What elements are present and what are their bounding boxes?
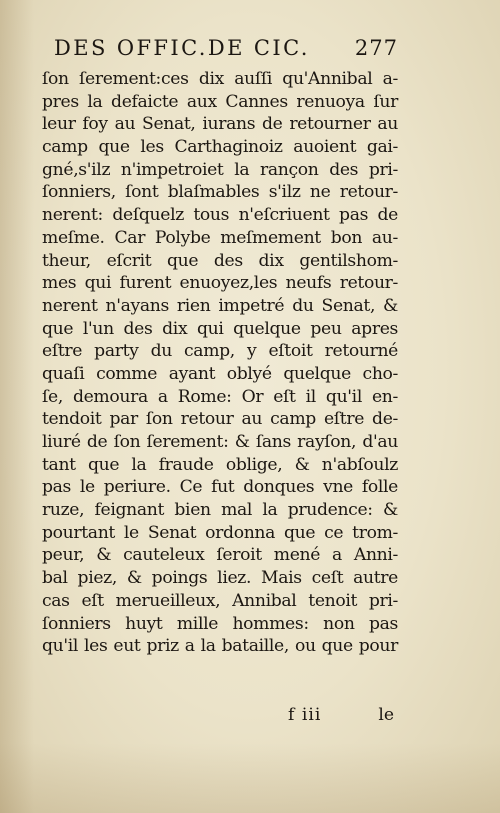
text-line: pourtant le Senat ordonna que ce trom- xyxy=(42,522,398,543)
text-line: leur foy au Senat, iurans de retourner au xyxy=(42,114,398,135)
page-footer xyxy=(42,705,398,729)
text-line: ruze, feignant bien mal la prudence: & xyxy=(42,500,398,521)
text-line: mes qui furent enuoyez,les neufs retour- xyxy=(42,273,398,294)
text-line: peur, & cauteleux ſeroit mené a Anni- xyxy=(42,545,398,566)
text-line: ſon ſerement:ces dix auſſi qu'Annibal a- xyxy=(42,69,398,89)
text-line: gné,s'ilz n'impetroiet la rançon des pri- xyxy=(42,159,398,180)
text-line: ſonniers huyt mille hommes: non pas xyxy=(42,613,398,634)
text-line: liuré de ſon ſerement: & ſans rayſon, d'au xyxy=(42,432,398,452)
text-line: pas le periure. Ce fut donques vne folle xyxy=(42,477,398,498)
running-head-title: DES OFFIC.DE CIC. xyxy=(54,36,310,60)
text-line: nerent n'ayans rien impetré du Senat, & xyxy=(42,295,398,316)
text-line: pres la defaicte aux Cannes renuoya ſur xyxy=(42,91,398,112)
text-line: bal piez, & poings liez. Mais ceſt autre xyxy=(42,568,398,589)
text-line: camp que les Carthaginoiz auoient gai- xyxy=(42,137,398,158)
text-line: ſonniers, ſont blaſmables s'ilz ne retour- xyxy=(42,182,398,203)
page-bottom-stain xyxy=(0,743,500,813)
text-line: tendoit par ſon retour au camp eſtre de- xyxy=(42,409,398,430)
page-number: 277 xyxy=(354,36,398,60)
text-line: quaſi comme ayant oblyé quelque cho- xyxy=(42,363,398,384)
catchword: le xyxy=(378,705,394,725)
text-line: qu'il les eut priz a la bataille, ou que pour xyxy=(42,636,398,657)
text-line: eſtre party du camp, y eſtoit retourné xyxy=(42,341,398,362)
text-line: que l'un des dix qui quelque peu apres xyxy=(42,318,398,339)
body-text xyxy=(42,68,398,658)
text-line: ſe, demoura a Rome: Or eſt il qu'il en- xyxy=(42,386,398,407)
text-line: meſme. Car Polybe meſmement bon au- xyxy=(42,227,398,248)
page-edge-shadow xyxy=(0,0,34,813)
text-line: nerent: deſquelz tous n'eſcriuent pas de xyxy=(42,205,398,226)
text-line: theur, eſcrit que des dix gentilshom- xyxy=(42,250,398,271)
text-line: tant que la fraude oblige, & n'abſoulz xyxy=(42,454,398,475)
signature-mark: f iii xyxy=(288,705,322,725)
running-head xyxy=(54,34,398,66)
text-line: cas eſt merueilleux, Annibal tenoit pri- xyxy=(42,590,398,611)
